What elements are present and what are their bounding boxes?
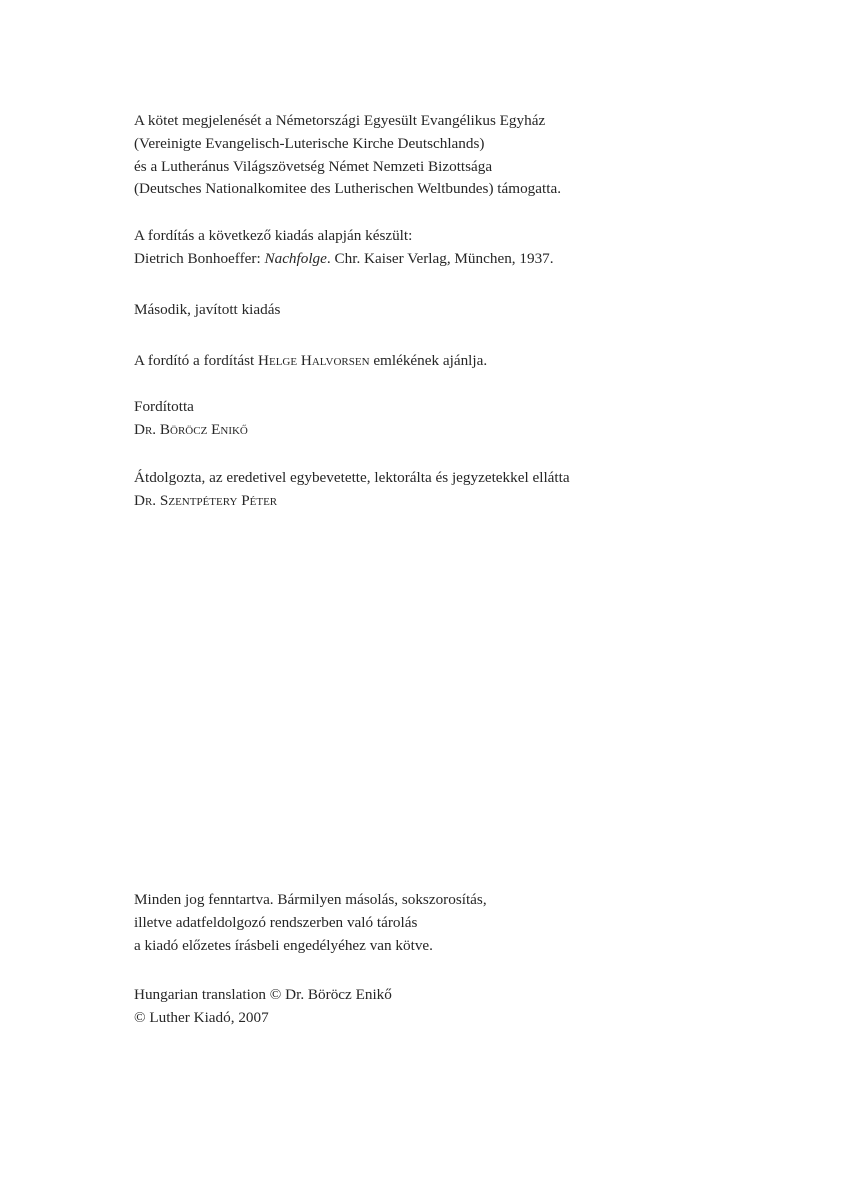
copyright-line: © Luther Kiadó, 2007	[134, 1008, 269, 1026]
dedication	[134, 350, 487, 373]
dedication-before: A fordító a fordítást	[134, 352, 259, 369]
translator-name: Dr. Böröcz Enikő	[134, 420, 248, 438]
support-line: (Deutsches Nationalkomitee des Lutherischen Weltbundes) támogatta.	[134, 180, 561, 198]
source-publisher: . Chr. Kaiser Verlag, München, 1937.	[326, 249, 554, 267]
source-author: Dietrich Bonhoeffer:	[134, 249, 265, 267]
support-line: A kötet megjelenését a Németországi Egyesült Evangélikus Egyház	[134, 112, 546, 129]
translator-credit	[134, 396, 248, 442]
support-notice	[134, 110, 561, 201]
rights-line: a kiadó előzetes írásbeli engedélyéhez van kötve.	[134, 936, 433, 954]
copyright-line: Hungarian translation © Dr. Böröcz Enikő	[134, 986, 392, 1003]
dedication-name: Helge Halvorsen	[258, 352, 370, 369]
rights-notice	[134, 889, 487, 957]
translator-label: Fordította	[134, 398, 194, 415]
editor-credit	[134, 467, 570, 513]
rights-line: illetve adatfeldolgozó rendszerben való tárolás	[134, 913, 418, 931]
editor-label: Átdolgozta, az eredetivel egybevetette, lektorálta és jegyzetekkel ellátta	[134, 469, 570, 486]
edition-note	[134, 299, 280, 322]
editor-name: Dr. Szentpétery Péter	[134, 491, 278, 509]
copyright-notice	[134, 984, 392, 1030]
support-line: (Vereinigte Evangelisch-Luterische Kirche Deutschlands)	[134, 134, 485, 152]
dedication-after: emlékének ajánlja.	[369, 352, 488, 369]
source-citation	[134, 248, 554, 271]
source-intro: A fordítás a következő kiadás alapján készült:	[134, 227, 413, 244]
support-line: és a Lutheránus Világszövetség Német Nemzeti Bizottsága	[134, 157, 493, 175]
source-edition	[134, 225, 554, 271]
source-title: Nachfolge	[264, 249, 327, 267]
edition-text: Második, javított kiadás	[134, 301, 281, 318]
rights-line: Minden jog fenntartva. Bármilyen másolás, sokszorosítás,	[134, 891, 487, 908]
